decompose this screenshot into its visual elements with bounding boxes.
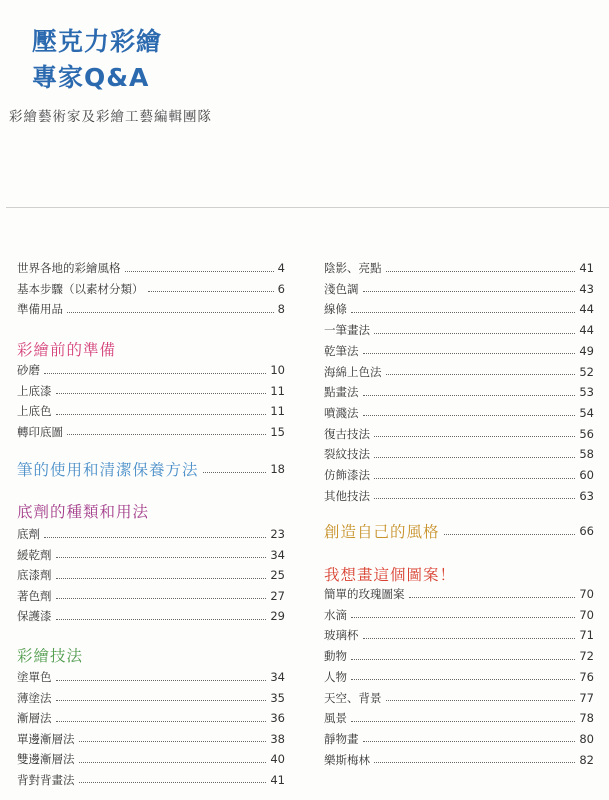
leader-dots xyxy=(56,619,267,620)
section-title-agent: 底劑的種類和用法 xyxy=(17,503,150,521)
toc-entry-label: 動物 xyxy=(324,649,347,664)
leader-dots xyxy=(56,414,267,415)
toc-entry-label: 轉印底圖 xyxy=(17,424,63,439)
page-number: 18 xyxy=(270,462,285,476)
toc-entry-page: 43 xyxy=(579,281,594,296)
toc-entry-page: 11 xyxy=(270,404,285,418)
toc-entry xyxy=(17,401,285,421)
toc-entry xyxy=(324,444,594,464)
toc-entry xyxy=(324,465,594,485)
toc-entry xyxy=(324,382,594,402)
toc-entry xyxy=(324,750,594,770)
leader-dots xyxy=(374,436,575,437)
toc-entry-page: 40 xyxy=(270,752,285,766)
toc-entry-label: 上底漆 xyxy=(17,383,52,398)
toc-entry-label: 漸層法 xyxy=(17,711,52,725)
toc-entry-label: 底劑 xyxy=(17,527,40,541)
leader-dots xyxy=(386,271,576,272)
page-number: 66 xyxy=(579,524,594,538)
toc-entry-label: 一筆畫法 xyxy=(324,323,370,338)
toc-entry-label: 世界各地的彩繪風格 xyxy=(17,261,121,275)
toc-entry xyxy=(17,749,285,769)
toc-entry-label: 陰影、亮點 xyxy=(324,261,382,275)
toc-entry-label: 仿飾漆法 xyxy=(324,468,370,482)
toc-entry-label: 底漆劑 xyxy=(17,568,52,582)
toc-entry-page: 41 xyxy=(270,772,285,787)
toc-entry xyxy=(324,667,594,687)
toc-entry-label: 準備用品 xyxy=(17,302,63,316)
toc-entry-page: 35 xyxy=(270,690,285,705)
toc-entry xyxy=(324,486,594,506)
toc-entry-label: 海綿上色法 xyxy=(324,364,382,379)
leader-dots xyxy=(56,578,267,579)
toc-entry-page: 53 xyxy=(579,385,594,400)
toc-entry-label: 樂斯梅林 xyxy=(324,752,370,767)
toc-entry-page: 80 xyxy=(579,731,594,746)
section-title-brush xyxy=(17,458,285,480)
toc-entry xyxy=(324,424,594,444)
toc-entry-label: 薄塗法 xyxy=(17,690,52,705)
leader-dots xyxy=(351,721,575,722)
toc-entry-page: 11 xyxy=(270,383,285,398)
toc-entry-page: 52 xyxy=(579,364,594,379)
leader-dots xyxy=(363,741,576,742)
leader-dots xyxy=(56,700,267,701)
leader-dots xyxy=(79,782,267,783)
toc-entry-label: 風景 xyxy=(324,711,347,726)
toc-entry-label: 上底色 xyxy=(17,404,52,418)
toc-entry-page: 72 xyxy=(579,649,594,664)
toc-entry-page: 29 xyxy=(270,609,285,623)
leader-dots xyxy=(363,415,576,416)
toc-entry-label: 人物 xyxy=(324,669,347,684)
toc-entry xyxy=(324,646,594,666)
toc-entry-label: 砂磨 xyxy=(17,363,40,377)
leader-dots xyxy=(148,291,274,292)
toc-entry xyxy=(324,299,594,319)
section-title-prep: 彩繪前的準備 xyxy=(17,341,117,359)
toc-entry xyxy=(324,279,594,299)
leader-dots xyxy=(386,700,576,701)
toc-entry xyxy=(17,770,285,790)
leader-dots xyxy=(374,498,575,499)
toc-entry-page: 63 xyxy=(579,488,594,503)
toc-entry-label: 乾筆法 xyxy=(324,343,359,358)
toc-entry xyxy=(17,545,285,565)
section-title-tech: 彩繪技法 xyxy=(17,647,84,665)
toc-entry xyxy=(324,625,594,645)
leader-dots xyxy=(203,472,267,473)
leader-dots xyxy=(351,679,575,680)
toc-entry xyxy=(17,258,285,278)
toc-entry-page: 58 xyxy=(579,447,594,462)
leader-dots xyxy=(351,659,575,660)
leader-dots xyxy=(363,291,576,292)
toc-entry-page: 54 xyxy=(579,405,594,420)
toc-entry-page: 8 xyxy=(277,302,285,316)
leader-dots xyxy=(56,598,267,599)
toc-entry xyxy=(17,422,285,442)
toc-entry xyxy=(17,565,285,585)
leader-dots xyxy=(374,457,575,458)
toc-entry-label: 基本步驟（以素材分類） xyxy=(17,281,144,296)
toc-entry-page: 10 xyxy=(270,363,285,377)
toc-entry xyxy=(324,403,594,423)
toc-entry-label: 水滴 xyxy=(324,607,347,622)
toc-entry xyxy=(324,688,594,708)
toc-entry-label: 淺色調 xyxy=(324,281,359,296)
toc-entry-page: 4 xyxy=(277,261,285,275)
toc-entry-label: 線條 xyxy=(324,302,347,317)
toc-entry xyxy=(324,320,594,340)
toc-entry xyxy=(324,584,594,604)
leader-dots xyxy=(444,534,576,535)
section-title-want: 我想畫這個圖案！ xyxy=(324,566,457,584)
toc-entry-label: 緩乾劑 xyxy=(17,547,52,562)
toc-entry-page: 34 xyxy=(270,547,285,562)
toc-entry-page: 44 xyxy=(579,323,594,338)
toc-entry-label: 雙邊漸層法 xyxy=(17,752,75,766)
leader-dots xyxy=(56,721,267,722)
toc-entry xyxy=(17,279,285,299)
book-title-line1: 壓克力彩繪 xyxy=(32,27,163,56)
toc-entry-page: 41 xyxy=(579,261,594,275)
book-title-line2: 專家Q&A xyxy=(32,63,150,92)
toc-entry-label: 塗單色 xyxy=(17,670,52,684)
toc-entry-label: 裂紋技法 xyxy=(324,447,370,462)
leader-dots xyxy=(125,271,274,272)
toc-entry-page: 60 xyxy=(579,468,594,482)
toc-entry-label: 單邊漸層法 xyxy=(17,731,75,746)
leader-dots xyxy=(374,333,575,334)
toc-entry-page: 77 xyxy=(579,690,594,705)
toc-entry-page: 25 xyxy=(270,568,285,582)
section-title-create xyxy=(324,520,594,542)
toc-entry xyxy=(324,605,594,625)
toc-entry xyxy=(324,258,594,278)
toc-entry-label: 著色劑 xyxy=(17,588,52,603)
leader-dots xyxy=(44,373,266,374)
toc-entry xyxy=(324,729,594,749)
toc-entry xyxy=(324,341,594,361)
leader-dots xyxy=(79,741,267,742)
toc-entry xyxy=(17,729,285,749)
leader-dots xyxy=(351,617,575,618)
toc-entry-label: 背對背畫法 xyxy=(17,772,75,787)
leader-dots xyxy=(56,393,267,394)
toc-entry-page: 36 xyxy=(270,711,285,725)
toc-entry xyxy=(17,381,285,401)
toc-entry xyxy=(324,708,594,728)
book-subtitle: 彩繪藝術家及彩繪工藝編輯團隊 xyxy=(9,109,212,125)
leader-dots xyxy=(67,434,266,435)
toc-entry-page: 56 xyxy=(579,426,594,441)
toc-entry xyxy=(324,362,594,382)
leader-dots xyxy=(363,353,576,354)
header-divider xyxy=(6,207,609,208)
toc-entry-page: 70 xyxy=(579,607,594,622)
toc-entry xyxy=(17,524,285,544)
toc-entry-page: 6 xyxy=(277,281,285,296)
toc-entry-label: 天空、背景 xyxy=(324,690,382,705)
toc-entry-label: 噴濺法 xyxy=(324,405,359,420)
toc-entry-page: 34 xyxy=(270,670,285,684)
leader-dots xyxy=(79,762,267,763)
toc-entry-label: 玻璃杯 xyxy=(324,628,359,643)
toc-entry-page: 76 xyxy=(579,669,594,684)
toc-entry xyxy=(17,360,285,380)
leader-dots xyxy=(56,557,267,558)
toc-entry-page: 38 xyxy=(270,731,285,746)
toc-entry xyxy=(17,667,285,687)
toc-entry-page: 78 xyxy=(579,711,594,726)
toc-entry xyxy=(17,299,285,319)
toc-entry-page: 23 xyxy=(270,527,285,541)
leader-dots xyxy=(374,478,575,479)
section-label: 創造自己的風格 xyxy=(324,523,440,541)
leader-dots xyxy=(363,395,576,396)
toc-entry-page: 15 xyxy=(270,424,285,439)
toc-entry-page: 27 xyxy=(270,588,285,603)
toc-entry-label: 復古技法 xyxy=(324,426,370,441)
toc-entry-label: 簡單的玫瑰圖案 xyxy=(324,587,405,601)
toc-entry xyxy=(17,688,285,708)
toc-entry-page: 82 xyxy=(579,752,594,767)
leader-dots xyxy=(374,762,575,763)
toc-entry-label: 靜物畫 xyxy=(324,731,359,746)
leader-dots xyxy=(409,597,576,598)
toc-entry xyxy=(17,586,285,606)
toc-entry-label: 其他技法 xyxy=(324,488,370,503)
leader-dots xyxy=(44,537,266,538)
toc-entry-page: 49 xyxy=(579,343,594,358)
toc-entry-label: 點畫法 xyxy=(324,385,359,400)
leader-dots xyxy=(363,638,576,639)
toc-entry-label: 保護漆 xyxy=(17,609,52,623)
toc-entry-page: 71 xyxy=(579,628,594,643)
toc-entry xyxy=(17,606,285,626)
leader-dots xyxy=(67,312,274,313)
leader-dots xyxy=(386,374,576,375)
leader-dots xyxy=(56,680,267,681)
toc-entry-page: 44 xyxy=(579,302,594,317)
toc-entry-page: 70 xyxy=(579,587,594,601)
toc-entry xyxy=(17,708,285,728)
section-label: 筆的使用和清潔保養方法 xyxy=(17,461,199,479)
leader-dots xyxy=(351,312,575,313)
